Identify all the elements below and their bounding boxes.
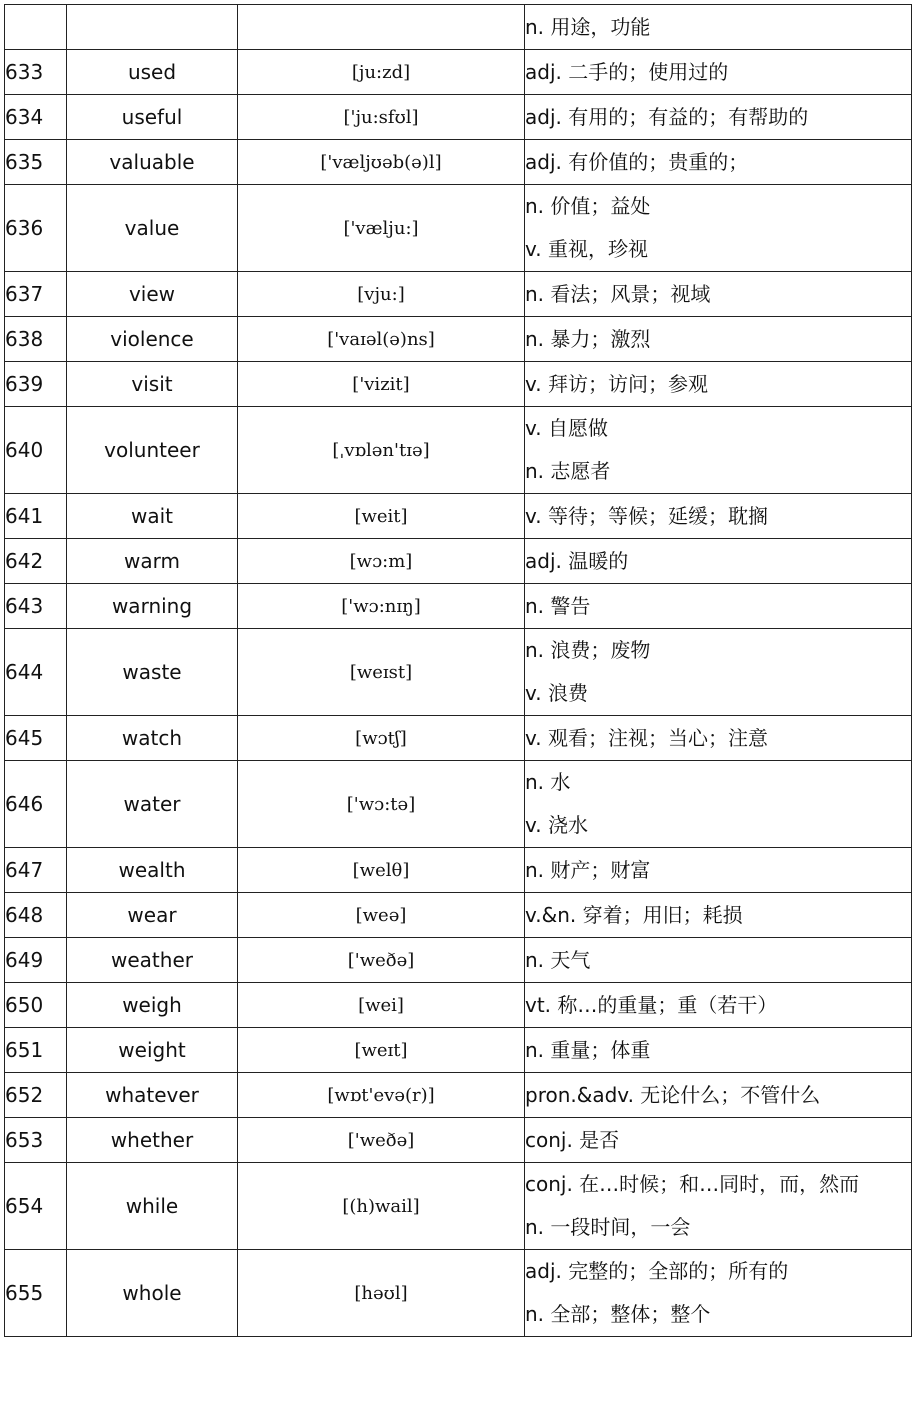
entry-definition — [525, 272, 912, 317]
entry-definition — [525, 1250, 912, 1337]
entry-definition — [525, 983, 912, 1028]
entry-definition — [525, 5, 912, 50]
entry-definition — [525, 50, 912, 95]
entry-number — [5, 5, 67, 50]
entry-word: warm — [67, 539, 238, 584]
entry-phonetic: [weɪst] — [238, 629, 525, 716]
entry-word: volunteer — [67, 407, 238, 494]
table-row — [5, 938, 912, 983]
definition-line: adj. 二手的；使用过的 — [525, 59, 729, 84]
definition-line: v.&n. 穿着；用旧；耗损 — [525, 902, 743, 927]
entry-phonetic: [wɔtʃ] — [238, 716, 525, 761]
entry-word: violence — [67, 317, 238, 362]
definition-line: n. 志愿者 — [525, 459, 611, 483]
entry-word: wear — [67, 893, 238, 938]
definition-line: v. 等待；等候；延缓；耽搁 — [525, 503, 768, 528]
definition-line: pron.&adv. 无论什么；不管什么 — [525, 1082, 821, 1107]
vocabulary-table-body — [5, 5, 912, 1337]
entry-number: 652 — [5, 1073, 67, 1118]
entry-definition — [525, 185, 912, 272]
definition-line: v. 拜访；访问；参观 — [525, 371, 708, 396]
entry-definition — [525, 539, 912, 584]
entry-phonetic: ['weðə] — [238, 1118, 525, 1163]
entry-word: waste — [67, 629, 238, 716]
entry-phonetic: [wɒt'evə(r)] — [238, 1073, 525, 1118]
table-row — [5, 629, 912, 716]
table-row — [5, 140, 912, 185]
entry-number: 640 — [5, 407, 67, 494]
entry-definition — [525, 317, 912, 362]
entry-definition — [525, 1073, 912, 1118]
entry-definition — [525, 1118, 912, 1163]
entry-phonetic: [welθ] — [238, 848, 525, 893]
entry-word: watch — [67, 716, 238, 761]
definition-line: n. 用途，功能 — [525, 14, 651, 39]
entry-phonetic: ['vælju:] — [238, 185, 525, 272]
definition-line: adj. 完整的；全部的；所有的 — [525, 1259, 789, 1283]
entry-phonetic: ['wɔ:nɪŋ] — [238, 584, 525, 629]
table-row — [5, 893, 912, 938]
entry-phonetic: ['væljʊəb(ə)l] — [238, 140, 525, 185]
definition-line: conj. 在…时候；和…同时，而，然而 — [525, 1172, 860, 1196]
entry-number: 647 — [5, 848, 67, 893]
entry-number: 643 — [5, 584, 67, 629]
entry-word — [67, 5, 238, 50]
definition-line: n. 暴力；激烈 — [525, 326, 651, 351]
entry-phonetic: [weit] — [238, 494, 525, 539]
entry-number: 651 — [5, 1028, 67, 1073]
entry-phonetic: [həʊl] — [238, 1250, 525, 1337]
entry-word: used — [67, 50, 238, 95]
definition-line: v. 重视，珍视 — [525, 237, 648, 261]
definition-line: adj. 温暖的 — [525, 548, 629, 573]
entry-word: valuable — [67, 140, 238, 185]
definition-line: n. 重量；体重 — [525, 1037, 651, 1062]
definition-line: v. 自愿做 — [525, 416, 608, 440]
definition-line: n. 价值；益处 — [525, 194, 651, 218]
entry-phonetic: [ˌvɒlən'tɪə] — [238, 407, 525, 494]
entry-word: wait — [67, 494, 238, 539]
entry-number: 641 — [5, 494, 67, 539]
entry-number: 634 — [5, 95, 67, 140]
definition-line: v. 浇水 — [525, 813, 588, 837]
entry-number: 649 — [5, 938, 67, 983]
entry-number: 639 — [5, 362, 67, 407]
entry-number: 637 — [5, 272, 67, 317]
definition-line: adj. 有用的；有益的；有帮助的 — [525, 104, 809, 129]
entry-phonetic: [wei] — [238, 983, 525, 1028]
definition-line: adj. 有价值的；贵重的； — [525, 149, 749, 174]
entry-phonetic: ['wɔ:tə] — [238, 761, 525, 848]
entry-definition — [525, 761, 912, 848]
table-row — [5, 362, 912, 407]
entry-phonetic: [(h)wail] — [238, 1163, 525, 1250]
table-row — [5, 317, 912, 362]
table-row — [5, 848, 912, 893]
entry-definition — [525, 140, 912, 185]
table-row — [5, 185, 912, 272]
definition-line: n. 一段时间，一会 — [525, 1215, 691, 1239]
entry-number: 650 — [5, 983, 67, 1028]
entry-definition — [525, 893, 912, 938]
entry-phonetic: ['vaɪəl(ə)ns] — [238, 317, 525, 362]
entry-word: weather — [67, 938, 238, 983]
table-row — [5, 539, 912, 584]
entry-word: whether — [67, 1118, 238, 1163]
entry-word: weigh — [67, 983, 238, 1028]
entry-number: 646 — [5, 761, 67, 848]
table-row — [5, 584, 912, 629]
table-row — [5, 50, 912, 95]
entry-number: 653 — [5, 1118, 67, 1163]
table-row — [5, 494, 912, 539]
entry-word: useful — [67, 95, 238, 140]
table-row — [5, 1028, 912, 1073]
entry-definition — [525, 629, 912, 716]
entry-definition — [525, 1163, 912, 1250]
vocabulary-table — [4, 4, 912, 1337]
definition-line: conj. 是否 — [525, 1127, 620, 1152]
entry-word: wealth — [67, 848, 238, 893]
definition-line: n. 看法；风景；视域 — [525, 281, 711, 306]
table-row — [5, 1073, 912, 1118]
definition-line: n. 警告 — [525, 593, 591, 618]
entry-number: 654 — [5, 1163, 67, 1250]
table-row — [5, 272, 912, 317]
entry-word: warning — [67, 584, 238, 629]
entry-phonetic: ['vizit] — [238, 362, 525, 407]
entry-word: weight — [67, 1028, 238, 1073]
table-row — [5, 407, 912, 494]
definition-line: v. 观看；注视；当心；注意 — [525, 725, 768, 750]
definition-line: v. 浪费 — [525, 681, 588, 705]
entry-number: 635 — [5, 140, 67, 185]
entry-definition — [525, 95, 912, 140]
definition-line: n. 水 — [525, 770, 571, 794]
entry-word: whatever — [67, 1073, 238, 1118]
entry-definition — [525, 848, 912, 893]
entry-word: view — [67, 272, 238, 317]
entry-number: 636 — [5, 185, 67, 272]
table-row — [5, 1163, 912, 1250]
entry-word: water — [67, 761, 238, 848]
definition-line: n. 浪费；废物 — [525, 638, 651, 662]
entry-number: 642 — [5, 539, 67, 584]
definition-line: n. 财产；财富 — [525, 857, 651, 882]
entry-phonetic: ['ju:sfʊl] — [238, 95, 525, 140]
entry-number: 645 — [5, 716, 67, 761]
entry-number: 648 — [5, 893, 67, 938]
entry-word: whole — [67, 1250, 238, 1337]
entry-phonetic: [weɪt] — [238, 1028, 525, 1073]
entry-definition — [525, 1028, 912, 1073]
entry-number: 638 — [5, 317, 67, 362]
definition-line: n. 天气 — [525, 947, 591, 972]
entry-word: while — [67, 1163, 238, 1250]
entry-number: 633 — [5, 50, 67, 95]
entry-definition — [525, 938, 912, 983]
definition-line: vt. 称…的重量；重（若干） — [525, 992, 778, 1017]
entry-number: 644 — [5, 629, 67, 716]
table-row — [5, 983, 912, 1028]
definition-line: n. 全部；整体；整个 — [525, 1302, 711, 1326]
table-row — [5, 1250, 912, 1337]
entry-word: visit — [67, 362, 238, 407]
table-row — [5, 761, 912, 848]
entry-number: 655 — [5, 1250, 67, 1337]
table-row — [5, 1118, 912, 1163]
entry-definition — [525, 584, 912, 629]
entry-phonetic: [wɔ:m] — [238, 539, 525, 584]
entry-phonetic: [vju:] — [238, 272, 525, 317]
entry-definition — [525, 407, 912, 494]
entry-phonetic: [weə] — [238, 893, 525, 938]
entry-phonetic: [ju:zd] — [238, 50, 525, 95]
entry-definition — [525, 716, 912, 761]
entry-word: value — [67, 185, 238, 272]
entry-phonetic: ['weðə] — [238, 938, 525, 983]
table-row — [5, 5, 912, 50]
entry-phonetic — [238, 5, 525, 50]
entry-definition — [525, 362, 912, 407]
entry-definition — [525, 494, 912, 539]
table-row — [5, 95, 912, 140]
table-row — [5, 716, 912, 761]
